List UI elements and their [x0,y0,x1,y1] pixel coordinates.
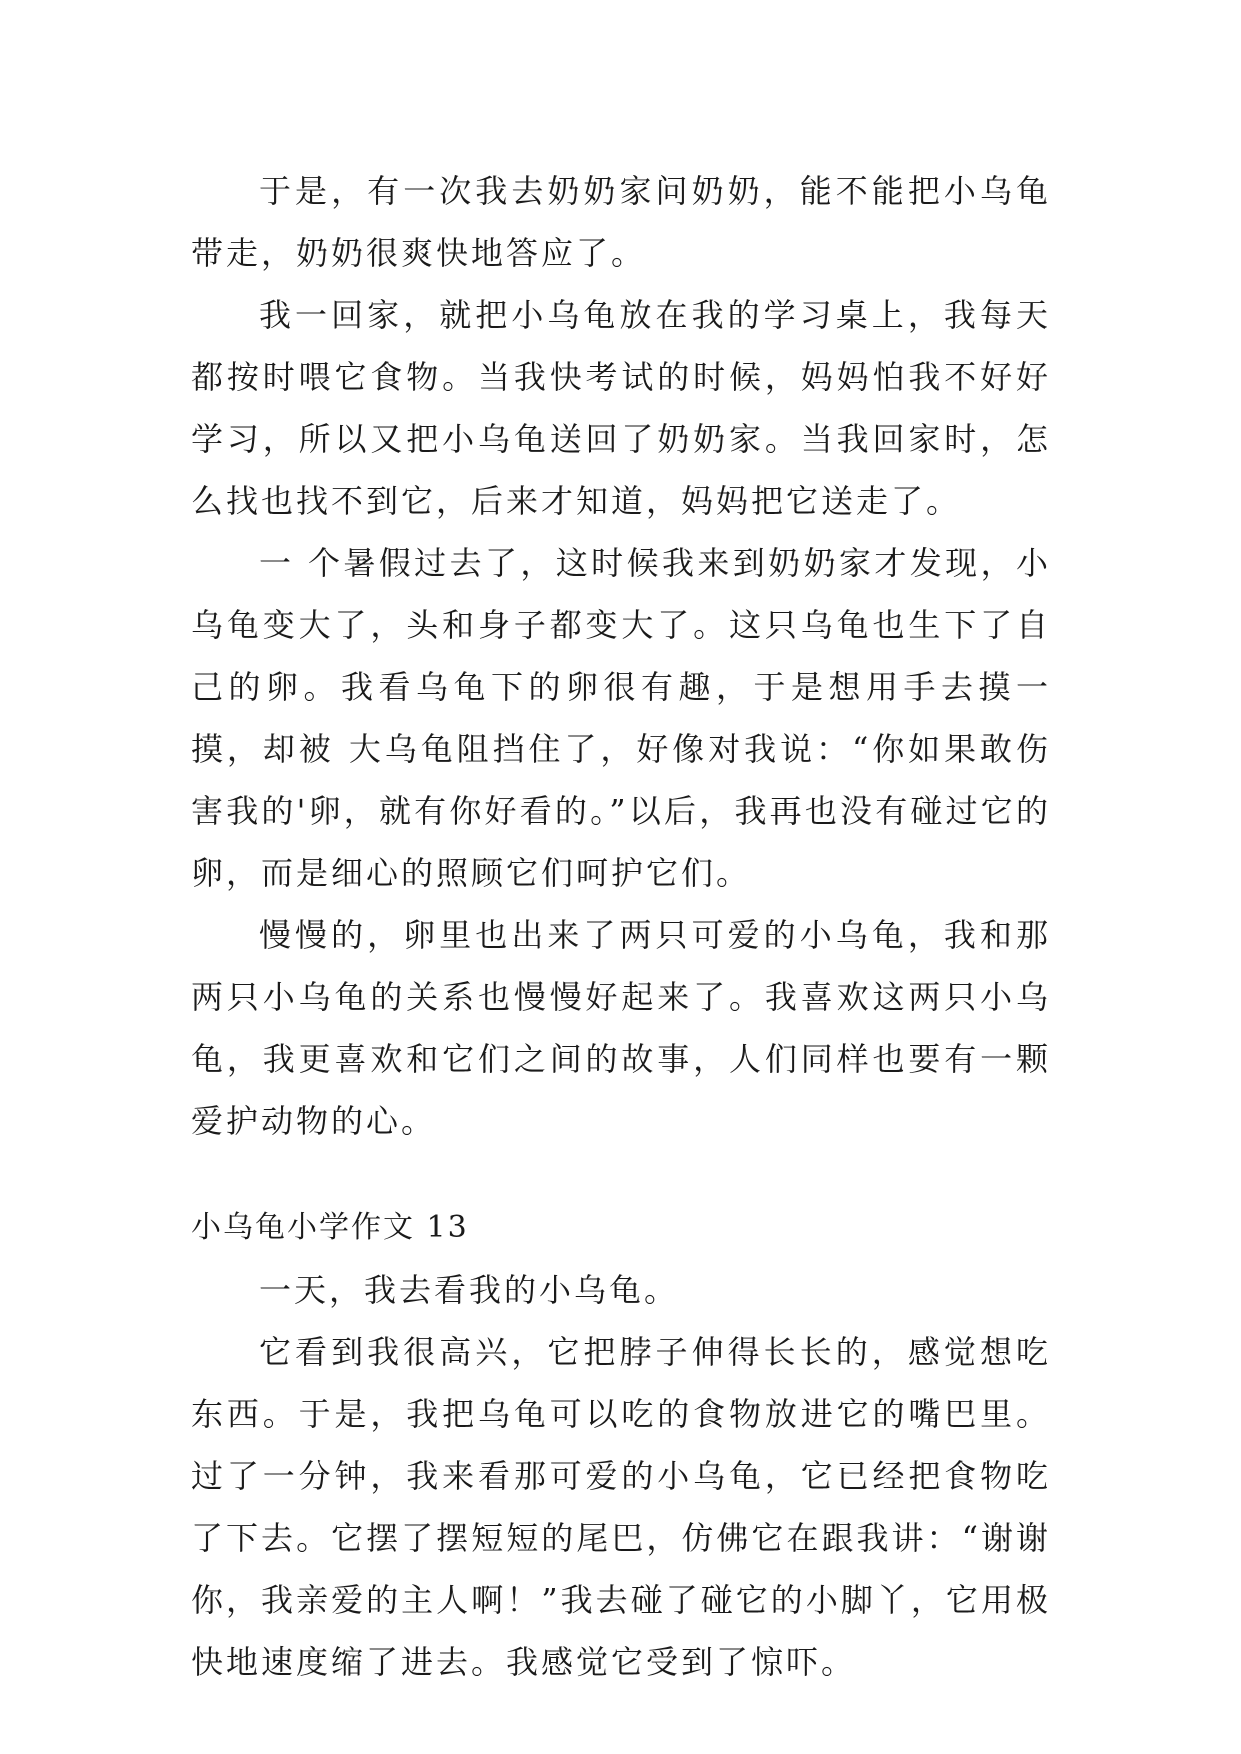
paragraph: 它看到我很高兴，它把脖子伸得长长的，感觉想吃东西。于是，我把乌龟可以吃的食物放进它的嘴巴里。过了一分钟，我来看那可爱的小乌龟，它已经把食物吃了下去。它摆了摆短短的尾巴，仿佛它在跟我讲：“谢谢你，我亲爱的主人啊！”我去碰了碰它的小脚丫，它用极快地速度缩了进去。我感觉它受到了惊吓。 [191,1333,1051,1681]
paragraph: 慢慢的，卵里也出来了两只可爱的小乌龟，我和那两只小乌龟的关系也慢慢好起来了。我喜欢这两只小乌龟，我更喜欢和它们之间的故事，人们同样也要有一颗爱护动物的心。 [191,916,1051,1140]
paragraph: 一 个暑假过去了，这时候我来到奶奶家才发现，小乌龟变大了，头和身子都变大了。这只乌龟也生下了自己的卵。我看乌龟下的卵很有趣，于是想用手去摸一摸，却被 大乌龟阻挡住了，好像对我说：“你如果敢伤害我的'卵，就有你好看的。”以后，我再也没有碰过它的卵，而是细心的照顾它们呵护它们。 [191,544,1051,892]
paragraph: 一天，我去看我的小乌龟。 [259,1271,680,1309]
document-page [191,160,1051,1693]
paragraph: 我一回家，就把小乌龟放在我的学习桌上，我每天都按时喂它食物。当我快考试的时候，妈妈怕我不好好学习，所以又把小乌龟送回了奶奶家。当我回家时，怎么找也找不到它，后来才知道，妈妈把它送走了。 [191,296,1051,520]
paragraph: 于是，有一次我去奶奶家问奶奶，能不能把小乌龟带走，奶奶很爽快地答应了。 [191,172,1051,272]
section-title: 小乌龟小学作文 13 [191,1210,469,1245]
